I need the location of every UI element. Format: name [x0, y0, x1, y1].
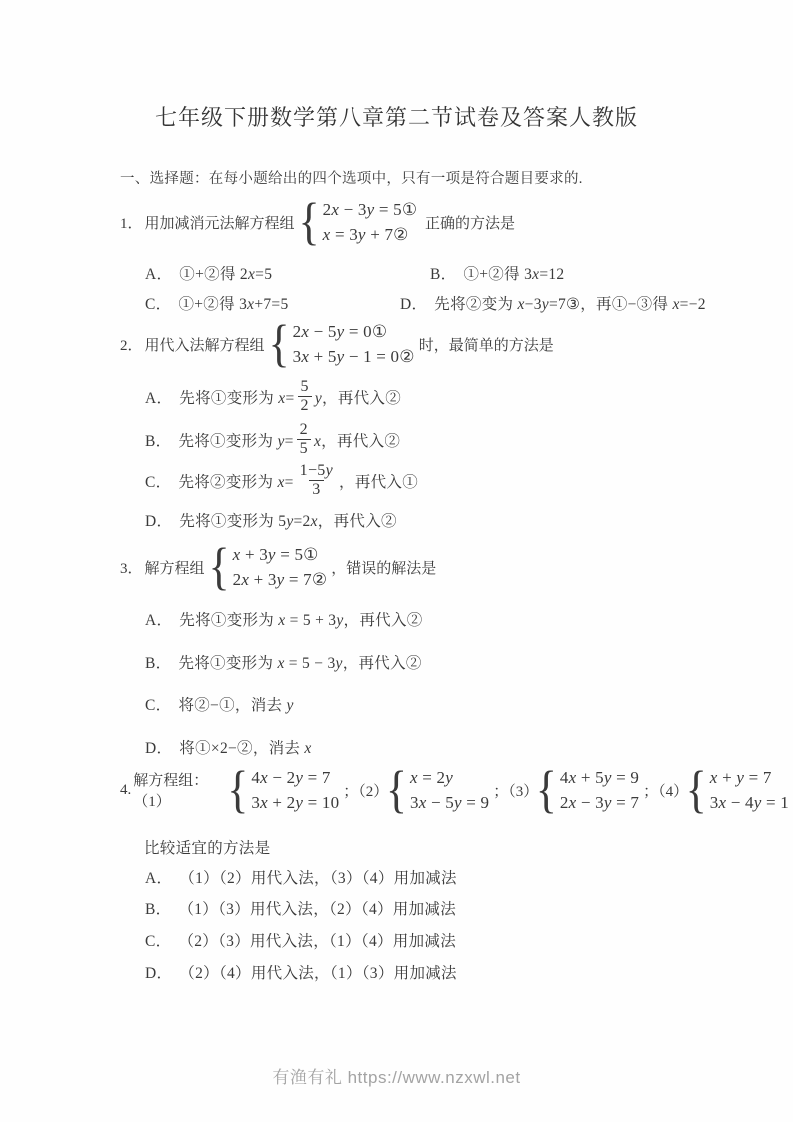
math-variable: x	[277, 655, 285, 672]
footer-watermark: 有渔有礼 https://www.nzxwl.net	[272, 1068, 521, 1087]
equation-line: 4x + 5y = 9	[559, 768, 640, 787]
question-3-option-c	[145, 693, 294, 715]
question-2-option-b	[145, 421, 400, 459]
option-text	[179, 961, 457, 983]
equation-line: 2x + 3y = 7②	[232, 570, 328, 589]
question-stem	[144, 537, 437, 596]
text-run: ，再代入①	[339, 473, 419, 491]
text-run: ①+②得 3x+7=5	[178, 296, 289, 313]
system-lines	[560, 765, 639, 815]
option-text	[179, 509, 397, 531]
option-label: C．	[145, 473, 172, 491]
option-text	[179, 866, 457, 888]
question-number: 1．	[120, 215, 143, 232]
option-label: D．	[145, 740, 173, 757]
equation-line: 3x − 4y = 1	[709, 793, 789, 812]
text-run: 时，最简单的方法是	[418, 337, 554, 354]
fraction-numerator: 2	[299, 421, 308, 438]
text-run: ①+②得 2x=5	[179, 266, 273, 283]
math-variable: y	[295, 768, 304, 787]
question-4	[120, 760, 793, 819]
equation-system	[535, 760, 640, 819]
math-variable: x	[278, 612, 286, 629]
left-brace-icon: {	[535, 760, 557, 819]
math-variable: y	[336, 322, 345, 341]
question-3	[120, 537, 437, 596]
equation-system	[298, 192, 418, 251]
equation-line: 3x − 5y = 9	[409, 793, 490, 812]
option-label: D．	[400, 296, 428, 313]
option-label: A．	[145, 266, 173, 283]
question-number: 3．	[120, 560, 143, 577]
question-stem	[144, 192, 516, 251]
option-text	[178, 421, 400, 459]
math-variable: y	[541, 296, 549, 313]
left-brace-icon: {	[227, 760, 249, 819]
text-run: ；（4）	[643, 783, 689, 800]
option-text	[178, 897, 456, 919]
option-label: B．	[145, 901, 172, 918]
option-text	[179, 736, 311, 758]
option-text	[178, 929, 456, 951]
option-d	[400, 292, 706, 314]
equation-line: 3x + 2y = 10	[251, 793, 340, 812]
question-1-options-row-2	[145, 292, 706, 314]
option-label: D．	[145, 965, 173, 982]
math-variable: y	[736, 768, 745, 787]
left-brace-icon: {	[298, 192, 320, 251]
math-variable: x	[232, 545, 241, 564]
option-a	[145, 262, 430, 284]
math-variable: x	[313, 432, 322, 450]
question-stem	[144, 314, 554, 373]
question-4-option-a	[145, 866, 457, 888]
text-run: 先将①变形为 x = 5 + 3y，再代入②	[179, 612, 423, 629]
question-4-option-c	[145, 929, 456, 951]
math-variable: x	[278, 389, 286, 407]
question-3-option-d	[145, 736, 312, 758]
text-run: 解方程组：（1）	[133, 773, 209, 810]
option-label: C．	[145, 697, 172, 714]
math-variable: x	[310, 513, 318, 530]
equation-line: x + 3y = 5①	[232, 545, 319, 564]
left-brace-icon: {	[685, 760, 707, 819]
math-variable: x	[672, 296, 680, 313]
question-number: 2．	[120, 337, 143, 354]
math-variable: x	[247, 296, 255, 313]
math-variable: y	[336, 612, 344, 629]
math-variable: y	[445, 768, 454, 787]
math-variable: y	[267, 545, 276, 564]
math-variable: x	[568, 768, 577, 787]
math-variable: x	[260, 768, 268, 787]
math-variable: y	[325, 462, 334, 479]
option-c	[145, 292, 400, 314]
text-run: x，再代入②	[313, 432, 401, 450]
equation-line: x + y = 7	[709, 768, 772, 787]
fraction-denominator: 2	[298, 396, 312, 415]
text-run: （2）（3）用代入法，（1）（4）用加减法	[178, 933, 457, 950]
section-heading: 一、选择题：在每小题给出的四个选项中，只有一项是符合题目要求的.	[120, 171, 583, 187]
equation-system	[685, 760, 789, 819]
equation-system	[208, 537, 328, 596]
question-2	[120, 314, 554, 373]
math-variable: y	[603, 793, 612, 812]
text-run: 用代入法解方程组	[144, 337, 265, 354]
math-variable: y	[366, 200, 375, 219]
text-run: ，错误的解法是	[331, 560, 437, 577]
fraction	[297, 462, 336, 500]
option-text	[179, 262, 272, 284]
question-4-note: 比较适宜的方法是	[144, 840, 271, 857]
question-4-option-d	[145, 961, 457, 983]
text-run: 正确的方法是	[421, 215, 516, 232]
equation-system	[385, 760, 490, 819]
math-variable: x	[301, 322, 310, 341]
system-lines	[710, 765, 789, 815]
math-variable: y	[286, 513, 294, 530]
math-variable: y	[286, 697, 294, 714]
math-variable: x	[718, 793, 727, 812]
text-run: ；（3）	[493, 783, 539, 800]
option-text	[179, 378, 401, 416]
fraction-numerator: 5	[300, 378, 309, 395]
fraction-numerator: 1−5y	[299, 462, 334, 479]
option-b	[430, 262, 564, 284]
option-label: A．	[145, 870, 173, 887]
math-variable: y	[753, 793, 762, 812]
option-label: A．	[145, 612, 173, 629]
text-run: ①+②得 3x=12	[463, 266, 565, 283]
text-run: （2）（4）用代入法，（1）（3）用加减法	[179, 965, 457, 982]
option-text	[463, 262, 564, 284]
page-title: 七年级下册数学第八章第二节试卷及答案人教版	[154, 105, 638, 130]
math-variable: y	[357, 225, 366, 244]
equation-system	[268, 314, 415, 373]
option-text	[179, 608, 422, 630]
text-run: 先将②变形为 x=	[178, 473, 294, 491]
text-run: （1）（2）用代入法，（3）（4）用加减法	[179, 870, 457, 887]
text-run: 将①×2−②，消去 x	[179, 740, 312, 757]
text-run: ；（2）	[343, 783, 389, 800]
math-variable: y	[336, 347, 345, 366]
system-lines	[233, 542, 328, 592]
option-label: C．	[145, 296, 172, 313]
option-text	[178, 462, 418, 500]
system-lines	[293, 319, 415, 369]
option-text	[178, 693, 293, 715]
equation-line: 4x − 2y = 7	[251, 768, 331, 787]
equation-line: x = 2y	[409, 768, 454, 787]
math-variable: x	[247, 266, 256, 283]
math-variable: x	[301, 347, 310, 366]
option-label: A．	[145, 389, 173, 407]
math-variable: x	[331, 200, 340, 219]
question-2-option-d	[145, 509, 397, 531]
question-3-option-b	[145, 651, 422, 673]
question-1-options-row-1	[145, 262, 564, 284]
text-run: 将②−①，消去 y	[178, 697, 294, 714]
math-variable: x	[260, 793, 268, 812]
math-variable: x	[304, 740, 312, 757]
text-run: 先将①变形为 x = 5 − 3y，再代入②	[178, 655, 422, 672]
math-variable: y	[453, 793, 462, 812]
option-label: C．	[145, 933, 172, 950]
left-brace-icon: {	[268, 314, 290, 373]
math-variable: y	[277, 432, 285, 450]
question-4-option-b	[145, 897, 456, 919]
math-variable: x	[709, 768, 718, 787]
text-run: （1）（3）用代入法，（2）（4）用加减法	[178, 901, 457, 918]
question-number: 4.	[120, 781, 132, 798]
question-2-option-c	[145, 462, 418, 500]
math-variable: x	[517, 296, 525, 313]
equation-line: 2x − 3y = 7	[559, 793, 640, 812]
text-run: 先将①变形为 5y=2x，再代入②	[179, 513, 397, 530]
math-variable: x	[568, 793, 577, 812]
left-brace-icon: {	[385, 760, 407, 819]
system-lines	[410, 765, 489, 815]
option-label: D．	[145, 513, 173, 530]
equation-line: 2x − 3y = 5①	[322, 200, 418, 219]
question-1	[120, 192, 516, 251]
math-variable: x	[532, 266, 540, 283]
text-run: 解方程组	[144, 560, 205, 577]
fraction	[297, 421, 311, 459]
question-stem	[133, 760, 793, 819]
text-run: 先将①变形为 y=	[178, 432, 294, 450]
equation-line: 2x − 5y = 0①	[292, 322, 388, 341]
fraction-denominator: 3	[309, 480, 323, 499]
math-variable: x	[322, 225, 331, 244]
option-text	[434, 292, 706, 314]
system-lines	[323, 197, 418, 247]
option-label: B．	[430, 266, 457, 283]
text-run: 先将①变形为 x=	[179, 389, 295, 407]
math-variable: y	[603, 768, 612, 787]
fraction	[298, 378, 312, 416]
option-label: B．	[145, 432, 172, 450]
math-variable: x	[409, 768, 418, 787]
math-variable: y	[335, 655, 343, 672]
option-text	[178, 651, 421, 673]
equation-line: 3x + 5y − 1 = 0②	[292, 347, 415, 366]
math-variable: x	[418, 793, 427, 812]
system-lines	[251, 765, 339, 815]
fraction-denominator: 5	[297, 439, 311, 458]
math-variable: x	[241, 570, 250, 589]
left-brace-icon: {	[208, 537, 230, 596]
question-3-option-a	[145, 608, 423, 630]
math-variable: y	[276, 570, 285, 589]
text-run: 用加减消元法解方程组	[144, 215, 295, 232]
math-variable: y	[295, 793, 304, 812]
option-text	[178, 292, 288, 314]
math-variable: y	[314, 389, 323, 407]
math-variable: x	[277, 473, 285, 491]
equation-line: x = 3y + 7②	[322, 225, 409, 244]
question-2-option-a	[145, 378, 401, 416]
option-label: B．	[145, 655, 172, 672]
text-run: y，再代入②	[314, 389, 402, 407]
equation-system	[227, 760, 340, 819]
text-run: 先将②变为 x−3y=7③，再①−③得 x=−2	[434, 296, 706, 313]
